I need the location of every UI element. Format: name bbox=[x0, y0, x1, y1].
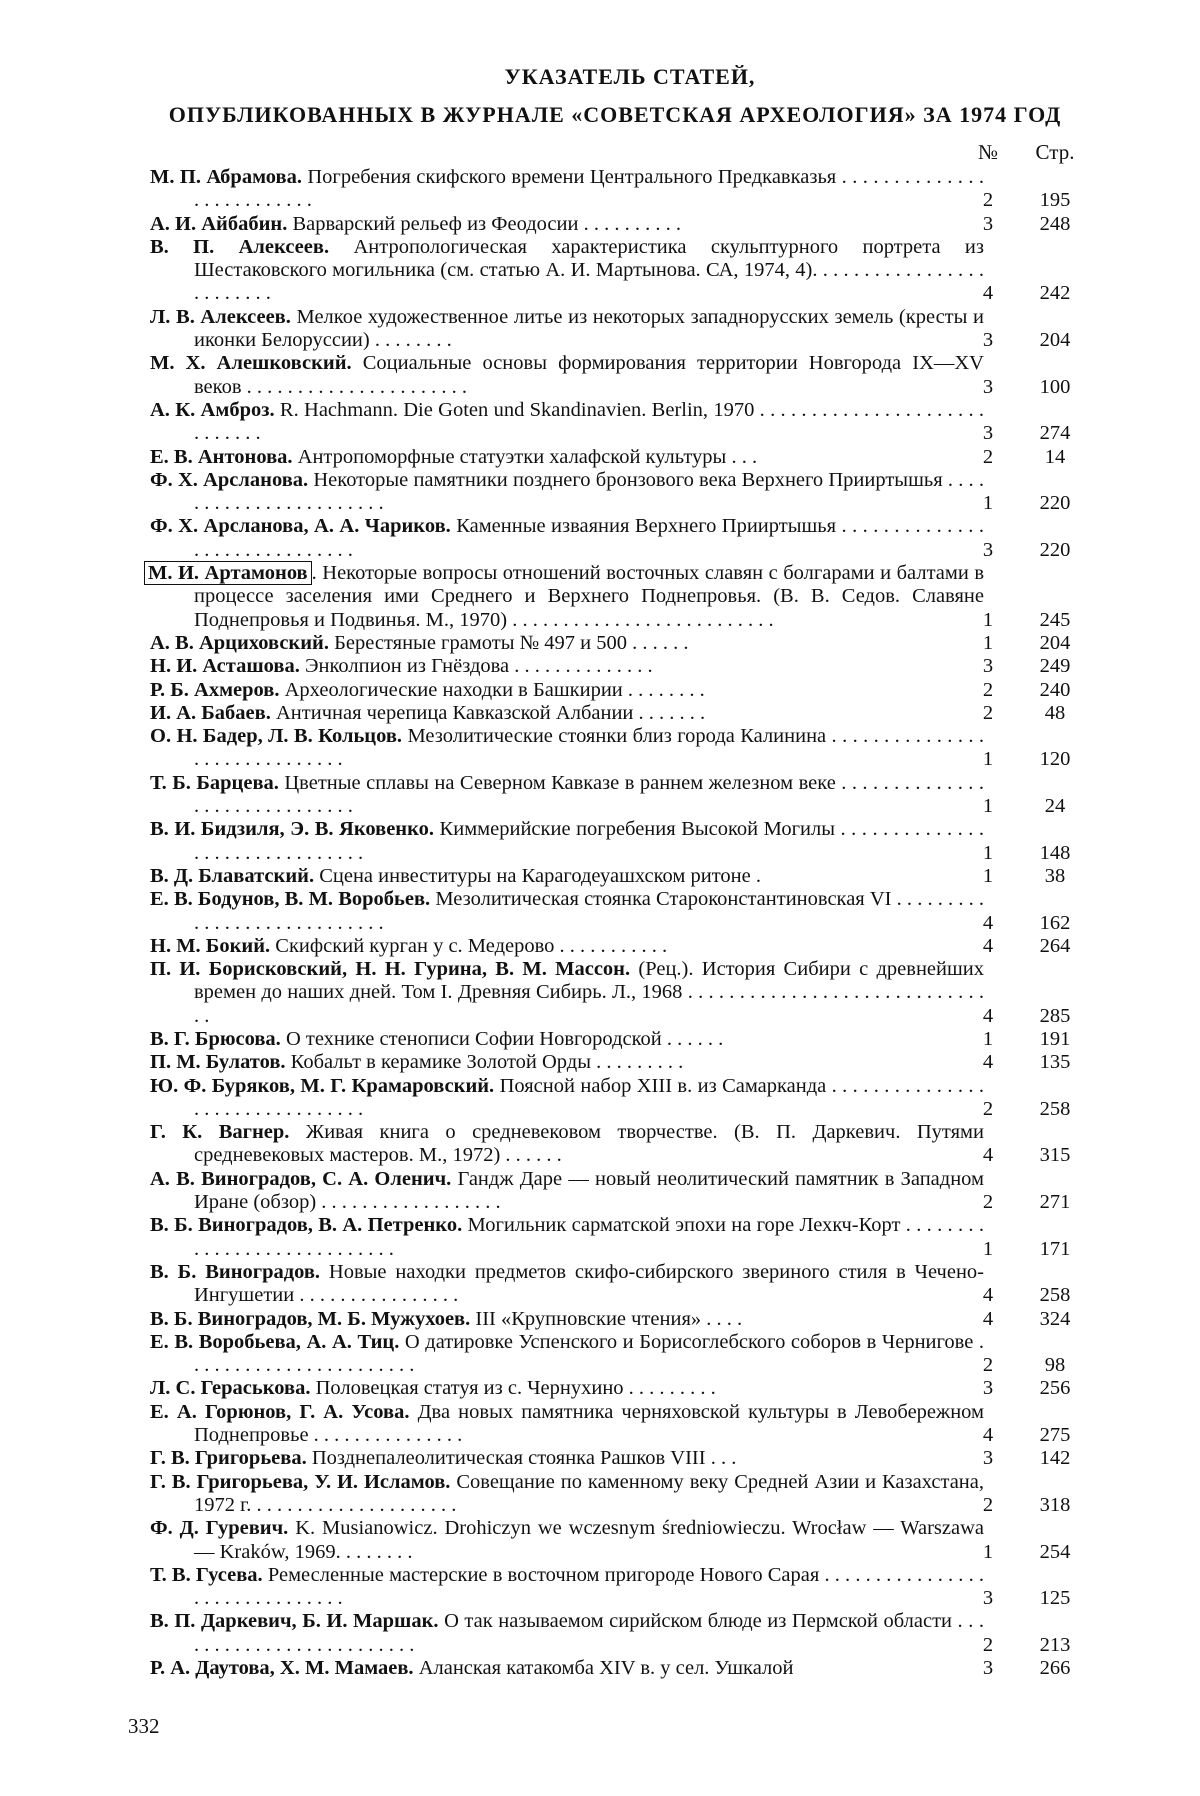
entry-page-number: 204 bbox=[1039, 329, 1071, 352]
index-entry bbox=[150, 725, 1080, 772]
index-entry bbox=[150, 1564, 1080, 1611]
entry-title: Поясной набор XIII в. из Самарканда . . . . . . . . . . . . . . . . . . . . . . . . . . . . . . . . bbox=[194, 1074, 984, 1120]
entry-body bbox=[150, 1051, 984, 1074]
entry-title: Каменные изваяния Верхнего Прииртышья . . . . . . . . . . . . . . . . . . . . . . . . . . . . . . bbox=[194, 515, 984, 561]
entry-title: Ремесленные мастерские в восточном пригороде Нового Сарая . . . . . . . . . . . . . . . . . . . . . . . . . . . . . . . bbox=[194, 1563, 984, 1610]
entry-issue-number: 4 bbox=[982, 1004, 994, 1027]
entry-issue-number: 2 bbox=[982, 1493, 994, 1516]
entry-body bbox=[150, 1564, 984, 1611]
entry-issue-number: 1 bbox=[982, 608, 994, 631]
entry-author: А. К. Амброз. bbox=[150, 398, 275, 421]
entry-author: Р. А. Даутова, Х. М. Мамаев. bbox=[150, 1657, 414, 1679]
entry-body bbox=[150, 888, 984, 935]
entry-issue-number: 1 bbox=[982, 1027, 994, 1050]
entry-body bbox=[150, 1471, 984, 1518]
entry-title: III «Крупновские чтения» . . . . bbox=[470, 1307, 743, 1330]
entry-issue-number: 1 bbox=[982, 748, 994, 771]
entry-body bbox=[150, 679, 984, 702]
entry-page-number: 48 bbox=[1044, 701, 1066, 724]
entry-title: Цветные сплавы на Северном Кавказе в раннем железном веке . . . . . . . . . . . . . . . . . . . . . . . . . . . . . . bbox=[194, 771, 984, 818]
entry-title: Античная черепица Кавказской Албании . . . . . . . bbox=[270, 701, 706, 724]
entry-page-number: 275 bbox=[1039, 1424, 1071, 1447]
column-header bbox=[150, 136, 1080, 166]
entry-author: П. И. Борисковский, Н. Н. Гурина, В. М. Массон. bbox=[150, 958, 631, 981]
index-page bbox=[150, 62, 1080, 1680]
entry-author: В. Б. Виноградов. bbox=[150, 1260, 321, 1283]
entry-page-number: 98 bbox=[1044, 1354, 1066, 1377]
index-entry bbox=[150, 679, 1080, 702]
entry-title: Сцена инвеституры на Карагодеуашхском ритоне . bbox=[314, 864, 761, 887]
entry-author: В. Д. Блаватский. bbox=[150, 864, 315, 887]
index-entry bbox=[150, 166, 1080, 213]
entry-title: R. Hachmann. Die Goten und Skandinavien. Berlin, 1970 . . . . . . . . . . . . . . . . . . . . . . . . . . . . . bbox=[194, 398, 985, 445]
entry-title: Живая книга о средневековом творчестве. (В. П. Даркевич. Путями средневековых мастеров. М., 1972) . . . . . . bbox=[194, 1121, 984, 1167]
entry-page-number: 254 bbox=[1039, 1540, 1071, 1563]
entry-title: Кобальт в керамике Золотой Орды . . . . . . . . . bbox=[285, 1051, 684, 1074]
entry-page-number: 120 bbox=[1039, 748, 1071, 771]
entry-author: П. М. Булатов. bbox=[150, 1051, 286, 1074]
entry-page-number: 271 bbox=[1039, 1191, 1071, 1214]
entry-body bbox=[150, 469, 984, 516]
entry-author: Ф. Д. Гуревич. bbox=[150, 1517, 289, 1540]
entry-page-number: 24 bbox=[1044, 795, 1066, 818]
entry-author: Т. В. Гусева. bbox=[150, 1563, 263, 1586]
index-entry bbox=[150, 1168, 1080, 1215]
entry-page-number: 195 bbox=[1039, 189, 1071, 212]
index-entry bbox=[150, 1657, 1080, 1680]
entry-page-number: 142 bbox=[1039, 1447, 1071, 1470]
index-entry bbox=[150, 446, 1080, 469]
entry-title: Берестяные грамоты № 497 и 500 . . . . . . bbox=[329, 631, 689, 654]
entry-issue-number: 2 bbox=[982, 1191, 994, 1214]
index-entry bbox=[150, 1377, 1080, 1400]
entry-page-number: 38 bbox=[1044, 864, 1066, 887]
entry-title: Антропоморфные статуэтки халафской культуры . . . bbox=[292, 445, 758, 468]
entry-author: А. В. Виноградов, С. А. Оленич. bbox=[150, 1167, 452, 1190]
entry-title: Археологические находки в Башкирии . . . . . . . . bbox=[279, 678, 705, 701]
entry-author: В. Б. Виноградов, М. Б. Мужухоев. bbox=[150, 1307, 471, 1330]
entry-author: А. В. Арциховский. bbox=[150, 631, 329, 654]
entry-page-number: 242 bbox=[1039, 282, 1071, 305]
page-title-line1: УКАЗАТЕЛЬ СТАТЕЙ, bbox=[504, 64, 756, 89]
entry-body bbox=[150, 1657, 984, 1680]
entry-body bbox=[150, 399, 984, 446]
entry-body bbox=[150, 1401, 984, 1448]
entry-page-number: 249 bbox=[1039, 655, 1071, 678]
entry-page-number: 220 bbox=[1039, 492, 1071, 515]
index-entry bbox=[150, 1028, 1080, 1051]
index-entry bbox=[150, 1121, 1080, 1168]
entry-page-number: 324 bbox=[1039, 1307, 1071, 1330]
entry-body bbox=[150, 166, 984, 213]
index-entry bbox=[150, 1331, 1080, 1378]
entry-page-number: 258 bbox=[1039, 1284, 1071, 1307]
entry-issue-number: 3 bbox=[982, 1377, 994, 1400]
entry-page-number: 258 bbox=[1039, 1097, 1071, 1120]
entry-author: Ф. Х. Арсланова, А. А. Чариков. bbox=[150, 515, 451, 538]
entry-title: Половецкая статуя из с. Чернухино . . . . . . . . . bbox=[310, 1377, 716, 1400]
entry-author: Г. В. Григорьева. bbox=[150, 1447, 307, 1470]
entry-author: А. И. Айбабин. bbox=[150, 212, 288, 235]
entry-body bbox=[150, 632, 984, 655]
index-entry bbox=[150, 1447, 1080, 1470]
page-number: 332 bbox=[128, 1714, 160, 1738]
entry-body bbox=[150, 1447, 984, 1470]
index-entry bbox=[150, 958, 1080, 1028]
entry-issue-number: 2 bbox=[982, 701, 994, 724]
index-entry bbox=[150, 1517, 1080, 1564]
entry-issue-number: 2 bbox=[982, 1097, 994, 1120]
entry-body bbox=[150, 1610, 984, 1657]
entry-author: И. А. Бабаев. bbox=[150, 701, 271, 724]
index-entry bbox=[150, 772, 1080, 819]
entry-issue-number: 2 bbox=[982, 445, 994, 468]
entry-page-number: 191 bbox=[1039, 1027, 1071, 1050]
entry-issue-number: 4 bbox=[982, 1144, 994, 1167]
entry-issue-number: 3 bbox=[982, 1657, 994, 1679]
entry-page-number: 100 bbox=[1039, 375, 1071, 398]
entry-author: Н. М. Бокий. bbox=[150, 934, 271, 957]
entry-page-number: 240 bbox=[1039, 678, 1071, 701]
entry-title: Новые находки предметов скифо-сибирского звериного стиля в Чечено-Ингушетии . . . . . . . . . . . . . . . . bbox=[194, 1260, 984, 1307]
index-entry bbox=[150, 1610, 1080, 1657]
entry-title: Некоторые памятники позднего бронзового века Верхнего Прииртышья . . . . . . . . . . . . . . . . . . . . . . . bbox=[194, 468, 985, 515]
entry-page-number: 266 bbox=[1039, 1657, 1071, 1679]
entry-issue-number: 1 bbox=[982, 795, 994, 818]
index-entry bbox=[150, 818, 1080, 865]
entry-body bbox=[150, 562, 984, 632]
entry-title: Мелкое художественное литье из некоторых западнорусских земель (кресты и иконки Белоруссии) . . . . . . . . bbox=[194, 305, 984, 352]
entry-body bbox=[150, 1308, 984, 1331]
entry-body bbox=[150, 213, 984, 236]
entry-issue-number: 2 bbox=[982, 189, 994, 212]
entry-body bbox=[150, 702, 984, 725]
entry-body bbox=[150, 865, 984, 888]
index-entry bbox=[150, 865, 1080, 888]
entry-body bbox=[150, 958, 984, 1028]
entry-page-number: 162 bbox=[1039, 911, 1071, 934]
entry-title: Энколпион из Гнёздова . . . . . . . . . . . . . . bbox=[299, 655, 653, 678]
index-entry bbox=[150, 515, 1080, 562]
entry-body bbox=[150, 1121, 984, 1168]
entry-title: Мезолитические стоянки близ города Калинина . . . . . . . . . . . . . . . . . . . . . . . . . . . . . . bbox=[194, 725, 984, 771]
entry-author: В. Г. Брюсова. bbox=[150, 1027, 281, 1050]
entry-issue-number: 1 bbox=[982, 1540, 994, 1563]
entry-body bbox=[150, 236, 984, 306]
entry-issue-number: 4 bbox=[982, 911, 994, 934]
entry-issue-number: 2 bbox=[982, 678, 994, 701]
entry-author: В. И. Бидзиля, Э. В. Яковенко. bbox=[150, 818, 435, 841]
entry-issue-number: 4 bbox=[982, 1424, 994, 1447]
entry-body bbox=[150, 446, 984, 469]
index-entry bbox=[150, 702, 1080, 725]
entry-title: Мезолитическая стоянка Староконстантиновская VI . . . . . . . . . . . . . . . . . . . . . . . . . . . . bbox=[194, 888, 984, 934]
entry-author: М. Х. Алешковский. bbox=[150, 352, 352, 375]
entry-title: Скифский курган у с. Медерово . . . . . . . . . . . bbox=[270, 934, 668, 957]
entry-issue-number: 3 bbox=[982, 212, 994, 235]
index-entry bbox=[150, 632, 1080, 655]
entry-author: В. Б. Виноградов, В. А. Петренко. bbox=[150, 1214, 463, 1237]
entry-issue-number: 3 bbox=[982, 329, 994, 352]
entry-body bbox=[150, 725, 984, 772]
entry-author: Ю. Ф. Буряков, М. Г. Крамаровский. bbox=[150, 1074, 495, 1097]
entry-body bbox=[150, 1377, 984, 1400]
entry-author: В. П. Даркевич, Б. И. Маршак. bbox=[150, 1610, 439, 1633]
entry-author: Р. Б. Ахмеров. bbox=[150, 678, 280, 701]
entry-page-number: 204 bbox=[1039, 631, 1071, 654]
entry-body bbox=[150, 352, 984, 399]
entry-page-number: 315 bbox=[1039, 1144, 1071, 1167]
page-title-line2: ОПУБЛИКОВАННЫХ В ЖУРНАЛЕ «СОВЕТСКАЯ АРХЕОЛОГИЯ» ЗА 1974 ГОД bbox=[168, 102, 1062, 127]
entry-page-number: 248 bbox=[1039, 212, 1071, 235]
entry-body bbox=[150, 1214, 984, 1261]
index-entry bbox=[150, 1261, 1080, 1308]
entry-author: Е. В. Бодунов, В. М. Воробьев. bbox=[150, 888, 431, 911]
entry-page-number: 213 bbox=[1039, 1633, 1071, 1656]
entry-page-number: 135 bbox=[1039, 1051, 1071, 1074]
entry-issue-number: 2 bbox=[982, 1354, 994, 1377]
entry-issue-number: 1 bbox=[982, 631, 994, 654]
entry-issue-number: 3 bbox=[982, 1587, 994, 1610]
entry-author: Т. Б. Барцева. bbox=[150, 771, 279, 794]
entry-body bbox=[150, 935, 984, 958]
index-entry bbox=[150, 888, 1080, 935]
index-entry bbox=[150, 236, 1080, 306]
index-entry bbox=[150, 1075, 1080, 1122]
index-entry bbox=[150, 1308, 1080, 1331]
entry-title: Могильник сарматской эпохи на горе Лехкч-Корт . . . . . . . . . . . . . . . . . . . . . . . . . . . . bbox=[194, 1214, 984, 1260]
index-entry bbox=[150, 935, 1080, 958]
index-entry bbox=[150, 306, 1080, 353]
entry-title: Киммерийские погребения Высокой Могилы . . . . . . . . . . . . . . . . . . . . . . . . . . . . . . . bbox=[194, 818, 984, 864]
entry-title: K. Musianowicz. Drohiczyn we wczesnym średniowieczu. Wrocław — Warszawa — Kraków, 1969. . . . . . . . bbox=[194, 1517, 984, 1563]
entry-author: В. П. Алексеев. bbox=[150, 235, 330, 258]
entry-body bbox=[150, 1517, 984, 1564]
entry-author: Е. В. Воробьева, А. А. Тиц. bbox=[150, 1330, 400, 1353]
entry-issue-number: 3 bbox=[982, 375, 994, 398]
entry-title: Совещание по каменному веку Средней Азии и Казахстана, 1972 г. . . . . . . . . . . . . . . . . . . . . bbox=[194, 1470, 984, 1516]
entry-title: Варварский рельеф из Феодосии . . . . . . . . . . bbox=[287, 212, 681, 235]
entry-body bbox=[150, 1331, 984, 1378]
entry-title: Два новых памятника черняховской культуры в Левобережном Поднепровье . . . . . . . . . . . . . . . bbox=[194, 1400, 985, 1447]
entry-page-number: 285 bbox=[1039, 1004, 1071, 1027]
entry-author: Л. С. Гераськова. bbox=[150, 1377, 311, 1400]
index-entry bbox=[150, 1471, 1080, 1518]
entry-page-number: 264 bbox=[1039, 934, 1071, 957]
entry-author: Г. К. Вагнер. bbox=[150, 1121, 290, 1144]
entry-page-number: 318 bbox=[1039, 1493, 1071, 1516]
index-entry bbox=[150, 1214, 1080, 1261]
entry-author: О. Н. Бадер, Л. В. Кольцов. bbox=[150, 725, 403, 748]
entry-issue-number: 4 bbox=[982, 282, 994, 305]
entry-issue-number: 4 bbox=[982, 1307, 994, 1330]
entry-author: Е. В. Антонова. bbox=[150, 445, 293, 468]
index-entry bbox=[150, 655, 1080, 678]
column-header-page: Стр. bbox=[1035, 140, 1075, 164]
index-entry bbox=[150, 352, 1080, 399]
entry-issue-number: 4 bbox=[982, 934, 994, 957]
entry-title: . Некоторые вопросы отношений восточных славян с болгарами и балтами в процессе заселения ими Среднего и Верхнего Поднепровья. (В. В. Седов. Славяне Поднепровья и Подвинья. М., 1970) . . . . . . . . . . . . . . . . . . . . . . . . . . bbox=[194, 562, 985, 631]
entry-author: Н. И. Асташова. bbox=[150, 655, 300, 678]
entry-page-number: 148 bbox=[1039, 841, 1071, 864]
entry-title: (Рец.). История Сибири с древнейших времен до наших дней. Том I. Древняя Сибирь. Л., 1968 . . . . . . . . . . . . . . . . . . . . . . . . . . . . . . . bbox=[194, 958, 984, 1027]
entry-author: М. П. Абрамова. bbox=[150, 166, 302, 188]
entry-issue-number: 3 bbox=[982, 655, 994, 678]
entry-title: Погребения скифского времени Центрального Предкавказья . . . . . . . . . . . . . . . . . . . . . . . . . . bbox=[194, 166, 984, 212]
entry-body bbox=[150, 818, 984, 865]
entry-author: Ф. Х. Арсланова. bbox=[150, 468, 309, 491]
entry-author: Л. В. Алексеев. bbox=[150, 305, 291, 328]
entry-title: О технике стенописи Софии Новгородской . . . . . . bbox=[280, 1027, 724, 1050]
entry-title: Антропологическая характеристика скульптурного портрета из Шестаковского могильника (см. статью А. И. Мартынова. СА, 1974, 4). . . . . . . . . . . . . . . . . . . . . . . . . bbox=[194, 235, 984, 305]
entry-body bbox=[150, 1075, 984, 1122]
entry-issue-number: 3 bbox=[982, 538, 994, 561]
entry-page-number: 14 bbox=[1044, 445, 1066, 468]
entry-issue-number: 2 bbox=[982, 1633, 994, 1656]
entry-body bbox=[150, 772, 984, 819]
entry-author: М. И. Артамонов bbox=[144, 561, 312, 585]
entry-body bbox=[150, 306, 984, 353]
entry-title: О датировке Успенского и Борисоглебского соборов в Чернигове . . . . . . . . . . . . . . . . . . . . . . . bbox=[194, 1330, 984, 1377]
entry-page-number: 256 bbox=[1039, 1377, 1071, 1400]
entry-page-number: 171 bbox=[1039, 1237, 1071, 1260]
index-entry bbox=[150, 1401, 1080, 1448]
entry-issue-number: 4 bbox=[982, 1284, 994, 1307]
entry-page-number: 125 bbox=[1039, 1587, 1071, 1610]
entry-page-number: 274 bbox=[1039, 422, 1071, 445]
entry-body bbox=[150, 515, 984, 562]
entry-title: Позднепалеолитическая стоянка Рашков VIII . . . bbox=[306, 1447, 737, 1470]
index-entry bbox=[150, 562, 1080, 632]
entry-page-number: 245 bbox=[1039, 608, 1071, 631]
entry-author: Г. В. Григорьева, У. И. Исламов. bbox=[150, 1470, 451, 1493]
entry-title: Аланская катакомба XIV в. у сел. Ушкалой bbox=[413, 1657, 794, 1679]
index-entry bbox=[150, 213, 1080, 236]
index-entry bbox=[150, 399, 1080, 446]
entry-body bbox=[150, 655, 984, 678]
entry-issue-number: 3 bbox=[982, 1447, 994, 1470]
entry-issue-number: 3 bbox=[982, 422, 994, 445]
entry-issue-number: 1 bbox=[982, 492, 994, 515]
column-header-number: № bbox=[977, 140, 999, 164]
entry-issue-number: 1 bbox=[982, 841, 994, 864]
index-entry bbox=[150, 469, 1080, 516]
entry-author: Е. А. Горюнов, Г. А. Усова. bbox=[150, 1400, 410, 1423]
entry-body bbox=[150, 1168, 984, 1215]
index-entry bbox=[150, 1051, 1080, 1074]
entry-page-number: 220 bbox=[1039, 538, 1071, 561]
entry-issue-number: 1 bbox=[982, 1237, 994, 1260]
entry-issue-number: 4 bbox=[982, 1051, 994, 1074]
entry-list bbox=[150, 166, 1080, 1680]
entry-title: Гандж Даре — новый неолитический памятник в Западном Иране (обзор) . . . . . . . . . . . . . . . . . . bbox=[194, 1167, 984, 1214]
entry-title: Социальные основы формирования территории Новгорода IX—XV веков . . . . . . . . . . . . . . . . . . . . . . bbox=[194, 352, 984, 398]
entry-body bbox=[150, 1028, 984, 1051]
entry-title: О так называемом сирийском блюде из Пермской области . . . . . . . . . . . . . . . . . . . . . . . . . bbox=[194, 1610, 984, 1656]
entry-issue-number: 1 bbox=[982, 864, 994, 887]
entry-body bbox=[150, 1261, 984, 1308]
